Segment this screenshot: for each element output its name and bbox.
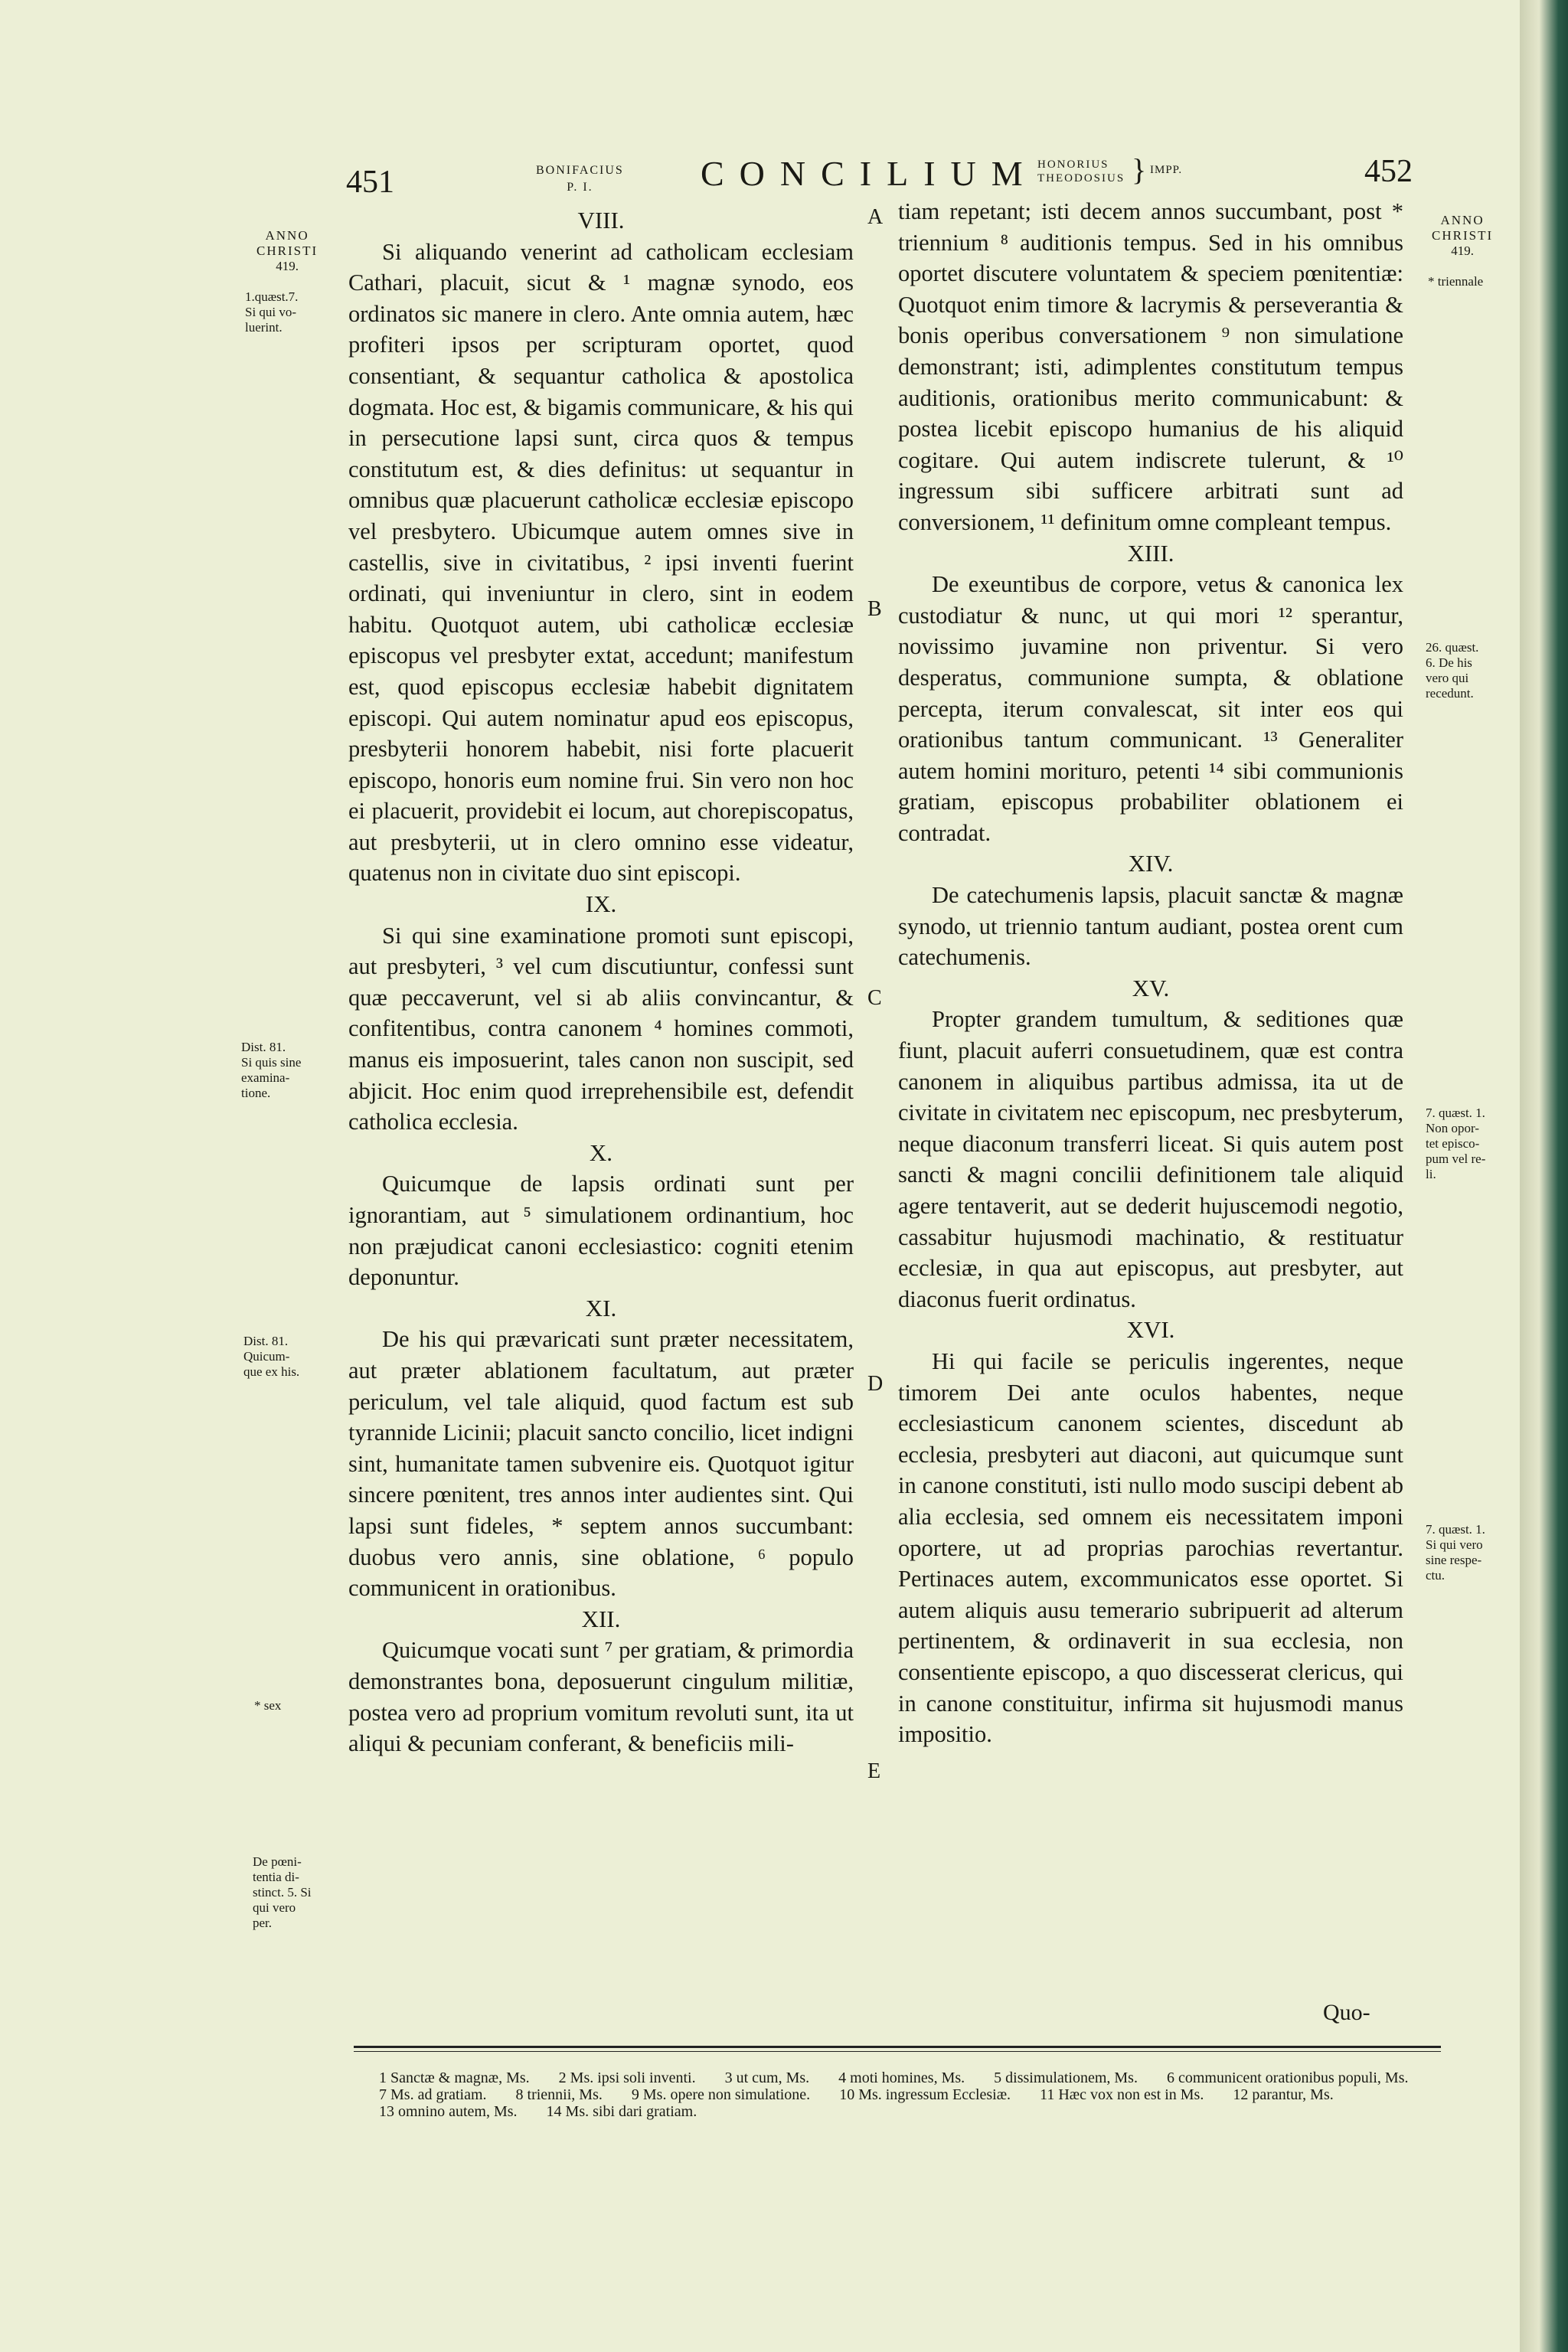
canon-paragraph: Quicumque vocati sunt ⁷ per gratiam, & primordia demonstrantes bona, deposuerunt cingulum militiæ, postea vero ad proprium vomitum revoluti sunt, ita ut aliqui & pecuniam conferant, & beneficiis mili- xyxy=(348,1637,854,1757)
canon-paragraph: tiam repetant; isti decem annos succumbant, post * triennium ⁸ auditionis tempus. Sed in his omnibus oportet discutere voluntatem & speciem pœnitentiæ: Quotquot enim timore & lacrymis & perseverantia & bonis operibus conversationem ⁹ non simulatione demonstrant; isti, adimplentes constitutum tempus auditionis, orationibus merito communicabunt: & postea licebit episcopo humanius de his aliquid cogitare. Qui autem indiscrete tulerunt, & ¹⁰ ingressum sibi sufficere arbitrati sunt ad conversionem, ¹¹ definitum omne compleant tempus. xyxy=(898,198,1403,535)
footnote: 5 dissimulationem, Ms. xyxy=(994,2069,1138,2086)
footnote: 10 Ms. ingressum Ecclesiæ. xyxy=(839,2086,1011,2103)
canon-paragraph: De exeuntibus de corpore, vetus & canonica lex custodiatur & nunc, ut qui mori ¹² sperantur, novissimo juvamine non priventur. Si vero desperatus, communione sumpta, & oblatione percepta, iterum convalescat, sit inter eos qui orationibus tantum communicant. ¹³ Generaliter autem homini morituro, petenti ¹⁴ sibi communionis gratiam, episcopus probabiliter oblationem ei contradat. xyxy=(898,571,1403,846)
footnote: 12 parantur, Ms. xyxy=(1233,2086,1334,2103)
canon-paragraph: Quicumque de lapsis ordinati sunt per ignorantiam, aut ⁵ simulationem ordinantium, hoc non præjudicat canoni ecclesiastico: cogniti etenim deponuntur. xyxy=(348,1171,854,1291)
margin-note-right-0: * triennale xyxy=(1428,274,1484,289)
footnote: 3 ut cum, Ms. xyxy=(724,2069,810,2086)
running-head-pope: BONIFACIUS xyxy=(536,164,624,177)
margin-note-right-2: 7. quæst. 1. Non opor- tet episco- pum vel re- li. xyxy=(1426,1106,1486,1181)
footnote: 11 Hæc vox non est in Ms. xyxy=(1040,2086,1204,2103)
canon-paragraph: Si aliquando venerint ad catholicam ecclesiam Cathari, placuit, sicut & ¹ magnæ synodo, eos ordinatos sic manere in clero. Ante omnia autem, hæc profiteri ipsos per scripturam oportet, quod consentiant, & sequantur catholica & apostolica dogmata. Hoc est, & bigamis communicare, & his qui in persecutione lapsi sunt, circa quos & tempus constitutum est, & dies definitus: ut sequantur in omnibus quæ placuerunt catholicæ ecclesiæ episcopo vel presbytero. Ubicumque autem omnes sive in castellis, sive in civitatibus, ² ipsi inventi fuerint ordinati, qui inveniuntur in clero, sint in eodem habitu. Quotquot autem, ubi catholicæ ecclesiæ episcopus vel presbyter extat, accedunt; manifestum est, quod episcopus ecclesiæ habebit dignitatem episcopi. Qui autem nominatur apud eos episcopus, presbyterii honorem habebit, nisi forte placuerit episcopo, honoris eum nomine frui. Sin vero non hoc ei placuerit, providebit ei locum, aut chorepiscopatus, aut presbyterii, ut in clero omnino esse videatur, quatenus non in civitate duo sint episcopi. xyxy=(348,238,854,887)
footnote-rule-thin xyxy=(354,2051,1441,2052)
canon-heading: XVI. xyxy=(1126,1316,1175,1344)
canon-heading: XIII. xyxy=(1127,539,1174,567)
margin-note-left-4: * sex xyxy=(254,1698,282,1713)
section-letter-c: C xyxy=(867,986,882,1010)
canon-heading: XV. xyxy=(1132,974,1170,1001)
section-letter-e: E xyxy=(867,1759,881,1783)
running-head-theodosius: THEODOSIUS xyxy=(1037,172,1125,185)
running-head-honorius: HONORIUS xyxy=(1037,158,1109,171)
footnotes xyxy=(379,2069,1466,2120)
canon-paragraph: Propter grandem tumultum, & seditiones quæ fiunt, placuit auferri consuetudinem, quæ est contra canonem in aliquibus partibus admissa, ita ut de civitate in civitatem nec episcopum, nec presbyterum, neque diaconum transferri liceat. Si quis autem post sancti & magni concilii definitionem tale aliquid agere tentaverit, aut se dederit hujuscemodi negotio, cassabitur hujusmodi machinatio, & restituatur ecclesiæ, in qua aut episcopus, aut presbyter, aut diaconus fuerit ordinatus. xyxy=(898,1006,1403,1312)
margin-note-left-5: De pœni- tentia di- stinct. 5. Si qui vero per. xyxy=(253,1854,312,1930)
running-head-impp: IMPP. xyxy=(1150,164,1183,176)
canon-paragraph: De catechumenis lapsis, placuit sanctæ & magnæ synodo, ut triennio tantum audiant, postea orent cum catechumenis. xyxy=(898,882,1403,971)
canon-heading: VIII. xyxy=(577,207,625,234)
margin-note-left-1: 1.quæst.7. Si qui vo- luerint. xyxy=(245,289,299,335)
margin-note-left-2: Dist. 81. Si quis sine examina- tione. xyxy=(241,1040,302,1100)
page-number-right: 452 xyxy=(1364,154,1413,189)
canon-heading: XII. xyxy=(581,1605,621,1632)
margin-note-right-1: 26. quæst. 6. De his vero qui recedunt. xyxy=(1426,640,1479,701)
footnote: 6 communicent orationibus populi, Ms. xyxy=(1166,2069,1409,2086)
footnote: 1 Sanctæ & magnæ, Ms. xyxy=(379,2069,530,2086)
footnote: 7 Ms. ad gratiam. xyxy=(379,2086,487,2103)
section-letter-d: D xyxy=(867,1372,884,1396)
footnote: 4 moti homines, Ms. xyxy=(838,2069,965,2086)
book-gutter xyxy=(1520,0,1568,2352)
text-column-left xyxy=(348,205,854,1759)
canon-paragraph: De his qui prævaricati sunt præter necessitatem, aut præter ablationem facultatum, aut præter periculum, vel tale aliquid, quod factum est sub tyrannide Licinii; placuit sancto concilio, licet indigni sint, humanitate tamen subvenire eis. Quotquot igitur sincere pœnitent, tres annos inter audientes sint. Qui lapsi sunt fideles, * septem annos succumbant: duobus vero annis, sine oblatione, ⁶ populo communicent in orationibus. xyxy=(348,1326,854,1602)
section-letter-a: A xyxy=(867,205,884,229)
footnote: 13 omnino autem, Ms. xyxy=(379,2103,518,2120)
margin-note-left-3: Dist. 81. Quicum- que ex his. xyxy=(243,1334,300,1379)
footnote: 14 Ms. sibi dari gratiam. xyxy=(546,2103,697,2120)
footnote: 8 triennii, Ms. xyxy=(515,2086,603,2103)
canon-heading: IX. xyxy=(585,890,617,918)
canon-heading: XIV. xyxy=(1128,850,1174,877)
footnote: 2 Ms. ipsi soli inventi. xyxy=(558,2069,696,2086)
margin-anno-left: ANNO CHRISTI 419. xyxy=(256,228,318,273)
running-head-emperors xyxy=(1037,158,1125,185)
catchword: Quo- xyxy=(1323,2000,1370,2025)
running-head-left xyxy=(536,162,624,196)
canon-heading: XI. xyxy=(585,1294,617,1321)
text-column-right xyxy=(898,196,1403,1750)
running-head-pope-num: P. I. xyxy=(567,181,593,194)
page-number-left: 451 xyxy=(346,165,394,200)
canon-paragraph: Hi qui facile se periculis ingerentes, neque timorem Dei ante oculos habentes, neque ecclesiasticum canonem scientes, discedunt ab ecclesia, presbyteri aut diaconi, aut quicumque sunt in canone constituti, isti nullo modo suscipi debent ab alia ecclesia, sed omnem eis necessitatem imponi oportere, ut ad proprias parochias revertantur. Pertinaces autem, excommunicatos esse oportet. Si autem aliquis ausu temerario subripuerit ad alterum pertinentem, & ordinaverit in sua ecclesia, non consentiente episcopo, a quo discesserat clericus, qui in canone constituitur, infirma sit hujusmodi manus impositio. xyxy=(898,1348,1403,1748)
margin-note-right-3: 7. quæst. 1. Si qui vero sine respe- ctu. xyxy=(1426,1522,1485,1583)
canon-paragraph: Si qui sine examinatione promoti sunt episcopi, aut presbyteri, ³ vel cum discutiuntur, confessi sunt quæ peccaverunt, vel si ab aliis convincantur, & confitentibus, contra canonem ⁴ homines commoti, manus eis imposuerint, tales canon non suscipit, sed abjicit. Hoc enim quod irreprehensibile est, defendit catholica ecclesia. xyxy=(348,922,854,1135)
canon-heading: X. xyxy=(589,1138,613,1166)
running-title: CONCILIUM xyxy=(701,154,1038,193)
section-letter-b: B xyxy=(867,597,882,621)
footnote-rule xyxy=(354,2046,1441,2048)
margin-anno-right: ANNO CHRISTI 419. xyxy=(1432,213,1494,258)
footnote: 9 Ms. opere non simulatione. xyxy=(631,2086,811,2103)
brace-glyph: } xyxy=(1132,152,1147,187)
